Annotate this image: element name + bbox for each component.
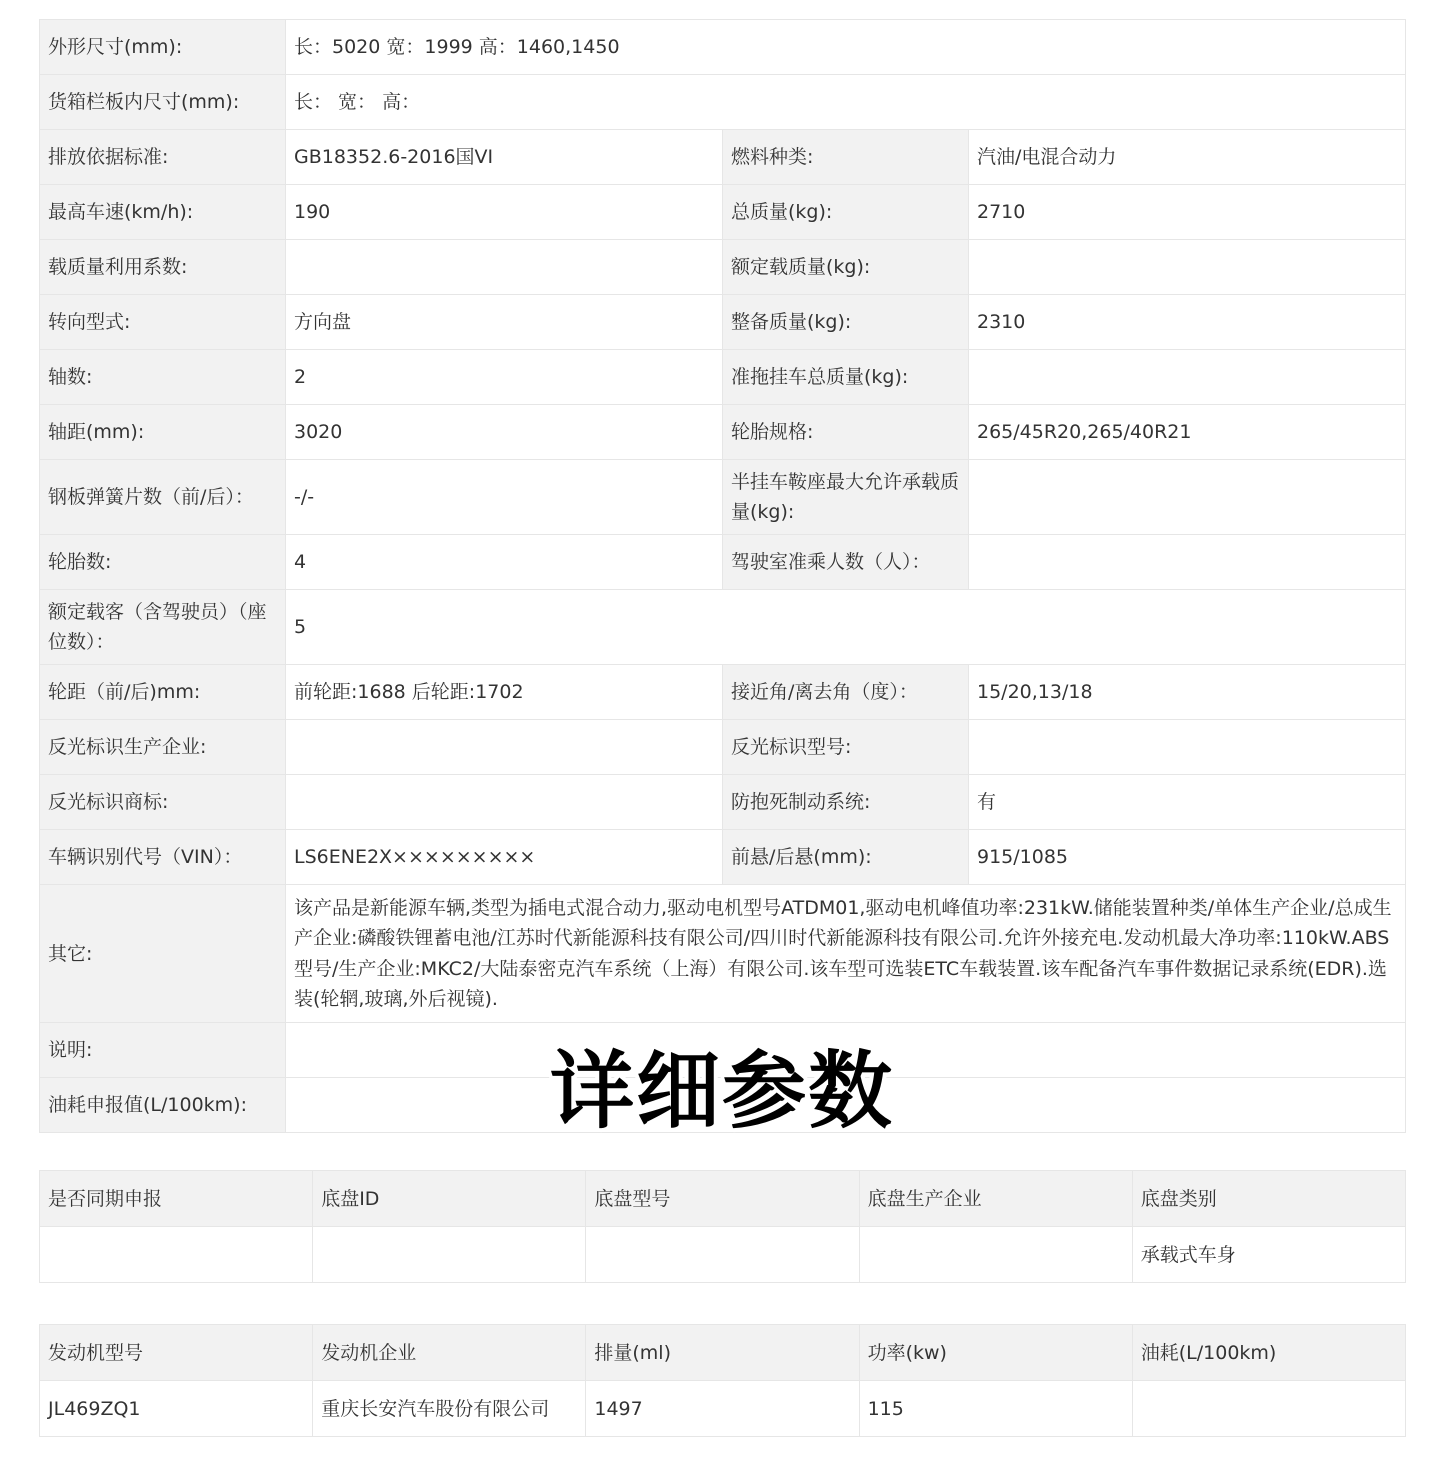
table-header-row [40,1325,1406,1381]
table-cell: JL469ZQ1 [40,1381,313,1436]
spec-label: 轮胎规格: [723,405,969,459]
spec-label: 轮距（前/后)mm: [40,665,286,719]
spec-value: 3020 [286,405,723,459]
spec-value: GB18352.6-2016国VI [286,130,723,184]
spec-label: 轮胎数: [40,535,286,589]
spec-value: 4 [286,535,723,589]
spec-label: 轴数: [40,350,286,404]
column-header: 底盘生产企业 [860,1171,1133,1226]
table-cell [313,1227,586,1282]
spec-value [969,720,1406,774]
spec-value: 5 [286,590,1406,664]
spec-label: 其它: [40,885,286,1022]
spec-row-cargo-box [40,75,1406,130]
engine-table [39,1324,1406,1437]
spec-value: 265/45R20,265/40R21 [969,405,1406,459]
spec-label: 总质量(kg): [723,185,969,239]
column-header: 发动机型号 [40,1325,313,1380]
spec-label: 半挂车鞍座最大允许承载质量(kg): [723,460,969,534]
spec-value: 2310 [969,295,1406,349]
spec-label: 轴距(mm): [40,405,286,459]
spec-row-vin [40,830,1406,885]
table-cell: 重庆长安汽车股份有限公司 [313,1381,586,1436]
vehicle-spec-table [39,19,1406,1133]
column-header: 是否同期申报 [40,1171,313,1226]
spec-label: 额定载质量(kg): [723,240,969,294]
spec-label: 整备质量(kg): [723,295,969,349]
spec-label: 最高车速(km/h): [40,185,286,239]
spec-row-speed [40,185,1406,240]
spec-label: 货箱栏板内尺寸(mm): [40,75,286,129]
spec-value: 15/20,13/18 [969,665,1406,719]
spec-label: 反光标识生产企业: [40,720,286,774]
table-cell [586,1227,859,1282]
overlay-title [541,1036,903,1142]
spec-value: 方向盘 [286,295,723,349]
column-header: 底盘类别 [1133,1171,1406,1226]
table-row [40,1381,1406,1437]
spec-value: -/- [286,460,723,534]
spec-value: 2 [286,350,723,404]
spec-row-axles [40,350,1406,405]
column-header: 底盘ID [313,1171,586,1226]
spec-label: 前悬/后悬(mm): [723,830,969,884]
table-cell [860,1227,1133,1282]
column-header: 发动机企业 [313,1325,586,1380]
spec-label: 额定载客（含驾驶员）（座位数）： [40,590,286,664]
spec-value: 前轮距:1688 后轮距:1702 [286,665,723,719]
spec-label: 反光标识商标: [40,775,286,829]
spec-value: 汽油/电混合动力 [969,130,1406,184]
spec-label: 外形尺寸(mm): [40,20,286,74]
table-cell: 115 [860,1381,1133,1436]
column-header: 排量(ml) [586,1325,859,1380]
column-header: 油耗(L/100km) [1133,1325,1406,1380]
spec-label: 准拖挂车总质量(kg): [723,350,969,404]
spec-row-passengers [40,590,1406,665]
spec-label: 车辆识别代号（VIN）： [40,830,286,884]
spec-row-leaf-springs [40,460,1406,535]
column-header: 底盘型号 [586,1171,859,1226]
table-cell: 承载式车身 [1133,1227,1406,1282]
table-cell: 1497 [586,1381,859,1436]
spec-value: 长：5020 宽：1999 高：1460,1450 [286,20,1406,74]
spec-value: 915/1085 [969,830,1406,884]
overlay-title-text: 详细参数 [549,1042,895,1140]
spec-value: 该产品是新能源车辆,类型为插电式混合动力,驱动电机型号ATDM01,驱动电机峰值功率:231kW.储能装置种类/单体生产企业/总成生产企业:磷酸铁锂蓄电池/江苏时代新能源科技有限公司/四川时代新能源科技有限公司.允许外接充电.发动机最大净功率:110kW.ABS型号/生产企业:MKC2/大陆泰密克汽车系统（上海）有限公司.该车型可选装ETC车载装置.该车配备汽车事件数据记录系统(EDR).选装(轮辋,玻璃,外后视镜). [286,885,1406,1022]
spec-row-tire-count [40,535,1406,590]
spec-value [969,240,1406,294]
spec-row-reflector-maker [40,720,1406,775]
spec-label: 反光标识型号: [723,720,969,774]
column-header: 功率(kw) [860,1325,1133,1380]
chassis-table [39,1170,1406,1283]
spec-row-dimensions [40,20,1406,75]
spec-row-emission [40,130,1406,185]
spec-value: 2710 [969,185,1406,239]
spec-value: 190 [286,185,723,239]
spec-row-steering [40,295,1406,350]
spec-label: 排放依据标准: [40,130,286,184]
spec-label: 转向型式: [40,295,286,349]
spec-label: 驾驶室准乘人数（人）： [723,535,969,589]
table-cell [1133,1381,1406,1436]
spec-value [969,350,1406,404]
spec-value [969,535,1406,589]
spec-value [286,720,723,774]
table-header-row [40,1171,1406,1227]
spec-value: LS6ENE2X××××××××× [286,830,723,884]
spec-row-other [40,885,1406,1023]
spec-row-load-coefficient [40,240,1406,295]
spec-label: 载质量利用系数: [40,240,286,294]
table-row [40,1227,1406,1283]
spec-value [286,775,723,829]
spec-label: 防抱死制动系统: [723,775,969,829]
table-cell [40,1227,313,1282]
spec-label: 油耗申报值(L/100km): [40,1078,286,1132]
spec-label: 钢板弹簧片数（前/后）： [40,460,286,534]
spec-label: 燃料种类: [723,130,969,184]
spec-row-track [40,665,1406,720]
spec-value [286,240,723,294]
spec-label: 说明: [40,1023,286,1077]
spec-row-wheelbase [40,405,1406,460]
spec-value: 有 [969,775,1406,829]
spec-value [969,460,1406,534]
spec-value: 长： 宽： 高： [286,75,1406,129]
spec-label: 接近角/离去角（度）： [723,665,969,719]
spec-row-reflector-brand [40,775,1406,830]
